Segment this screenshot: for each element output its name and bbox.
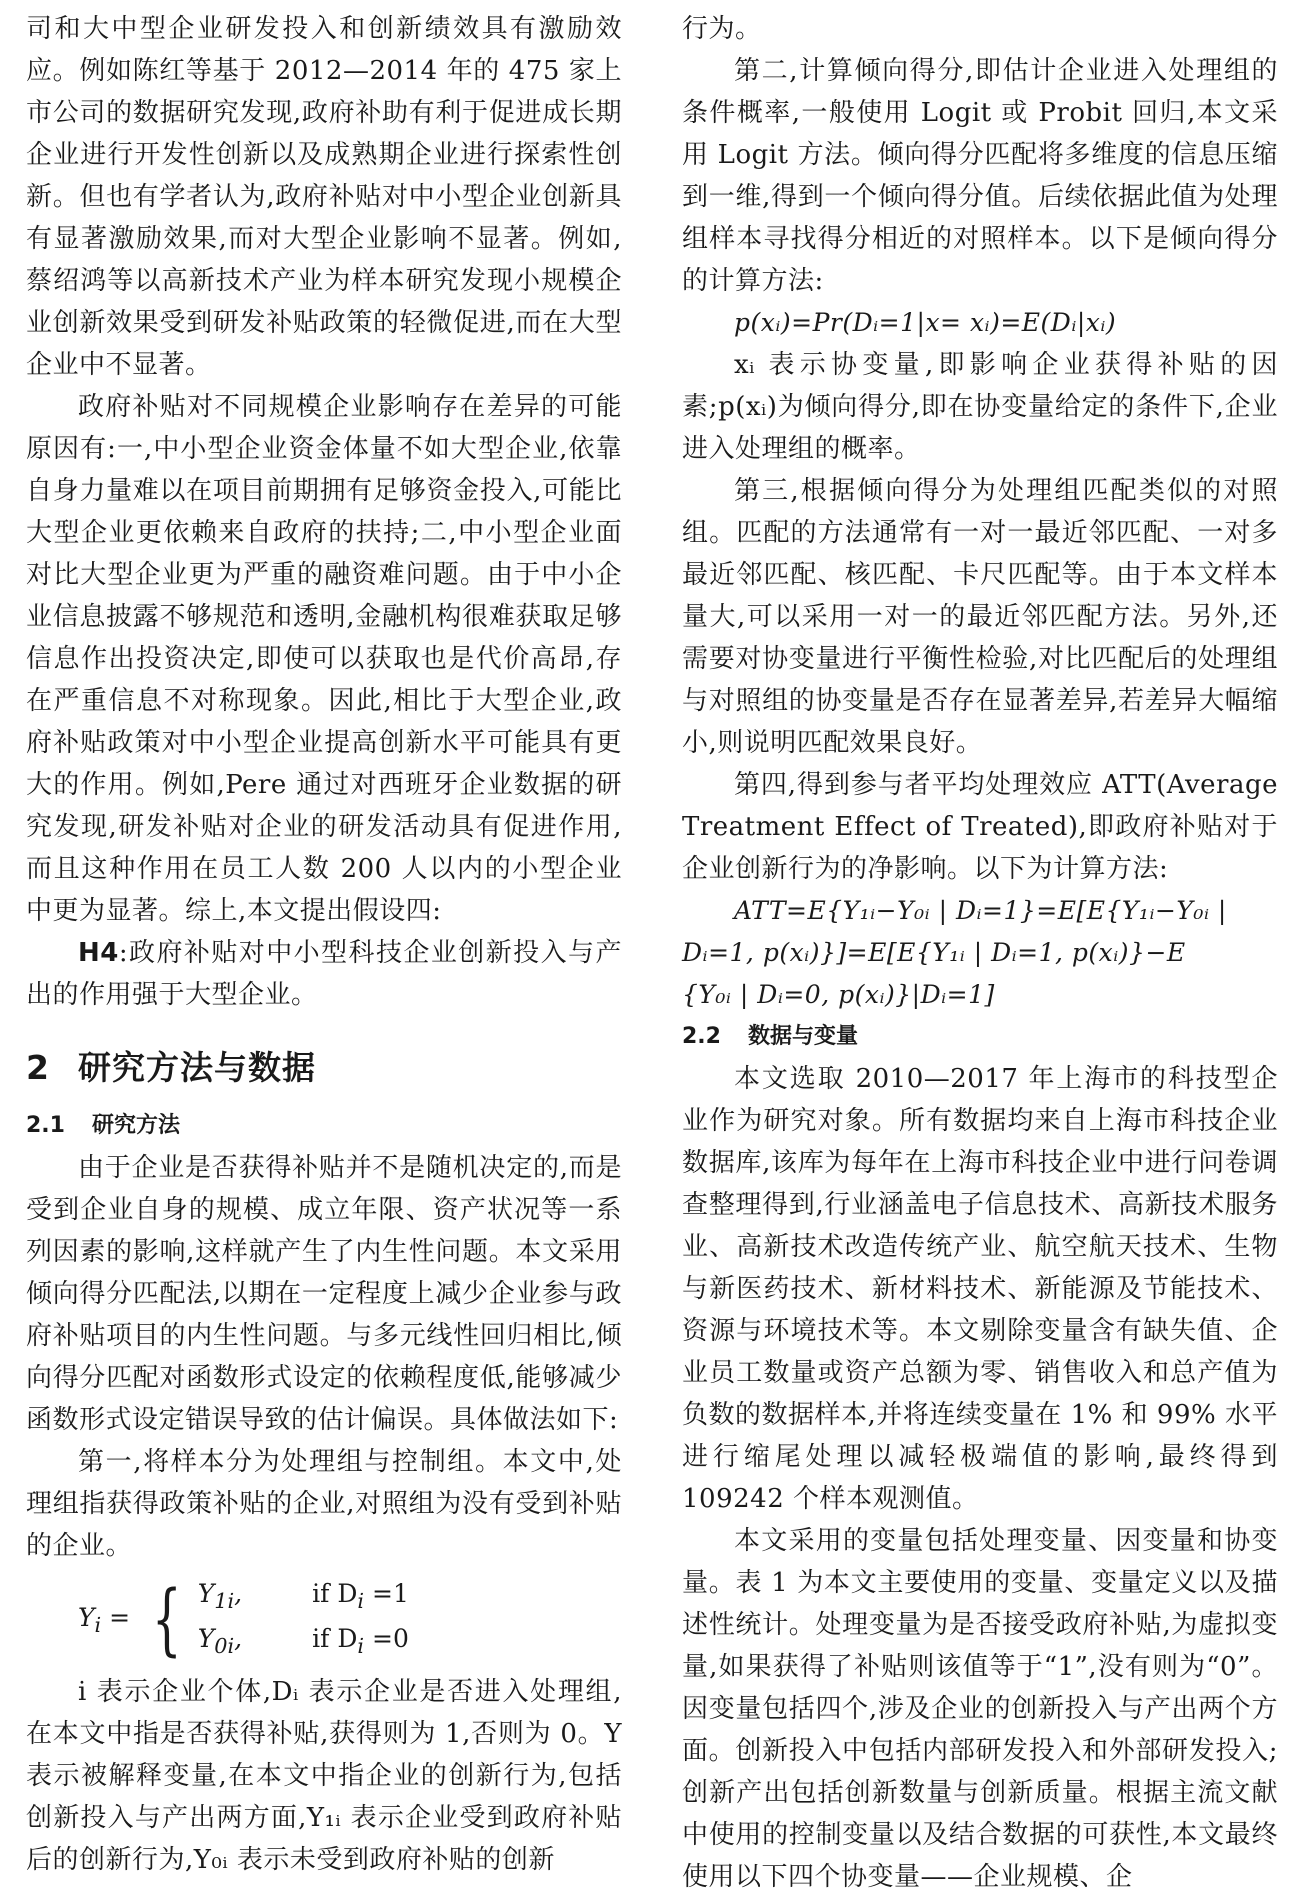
equation-att-line1: ATT=E{Y₁ᵢ−Y₀ᵢ | Dᵢ=1}=E[E{Y₁ᵢ−Y₀ᵢ |	[734, 896, 1227, 925]
equation-att-line3: {Y₀ᵢ | Dᵢ=0, p(xᵢ)}|Dᵢ=1]	[682, 980, 995, 1009]
paragraph: 由于企业是否获得补贴并不是随机决定的,而是受到企业自身的规模、成立年限、资产状况等一系列因素的影响,这样就产生了内生性问题。本文采用倾向得分匹配法,以期在一定程度上减少企业参与政府补贴项目的内生性问题。与多元线性回归相比,倾向得分匹配对函数形式设定的依赖程度低,能够减少函数形式设定错误导致的估计偏误。具体做法如下:	[26, 1153, 622, 1435]
paragraph: i 表示企业个体,Dᵢ 表示企业是否进入处理组,在本文中指是否获得补贴,获得则为 1,否则为 0。Y 表示被解释变量,在本文中指企业的创新行为,包括创新投入与产出两方面,Y₁ᵢ 表示企业受到政府补贴后的创新行为,Y₀ᵢ 表示未受到政府补贴的创新	[26, 1677, 622, 1875]
equation-propensity-score: p(xᵢ)=Pr(Dᵢ=1|x= xᵢ)=E(Dᵢ|xᵢ)	[734, 308, 1117, 337]
hypothesis-h4	[26, 932, 622, 1016]
piecewise-equation	[78, 1575, 622, 1665]
paragraph: 本文采用的变量包括处理变量、因变量和协变量。表 1 为本文主要使用的变量、变量定义以及描述性统计。处理变量为是否接受政府补贴,为虚拟变量,如果获得了补贴则该值等于“1”,没有则为“0”。因变量包括四个,涉及企业的创新投入与产出两个方面。创新投入中包括内部研发投入和外部研发投入;创新产出包括创新数量与创新质量。根据主流文献中使用的控制变量以及结合数据的可获性,本文最终使用以下四个协变量——企业规模、企	[682, 1526, 1278, 1892]
equation-case-1: $Y_{1i}$, if $D_i =1$	[197, 1579, 409, 1613]
paragraph: xᵢ 表示协变量,即影响企业获得补贴的因素;p(xᵢ)为倾向得分,即在协变量给定的条件下,企业进入处理组的概率。	[682, 350, 1278, 464]
subsection-heading	[26, 1105, 622, 1147]
equation-lhs: $Y_i$ =	[78, 1603, 131, 1637]
subsection-number: 2.2	[682, 1024, 721, 1049]
subsection-title: 研究方法	[92, 1113, 181, 1138]
paragraph: 第一,将样本分为处理组与控制组。本文中,处理组指获得政策补贴的企业,对照组为没有受到补贴的企业。	[26, 1447, 622, 1561]
paragraph: 政府补贴对不同规模企业影响存在差异的可能原因有:一,中小型企业资金体量不如大型企业,依靠自身力量难以在项目前期拥有足够资金投入,可能比大型企业更依赖来自政府的扶持;二,中小型企业面对比大型企业更为严重的融资难问题。由于中小企业信息披露不够规范和透明,金融机构很难获取足够信息作出投资决定,即使可以获取也是代价高昂,存在严重信息不对称现象。因此,相比于大型企业,政府补贴政策对中小型企业提高创新水平可能具有更大的作用。例如,Pere 通过对西班牙企业数据的研究发现,研发补贴对企业的研发活动具有促进作用,而且这种作用在员工人数 200 人以内的小型企业中更为显著。综上,本文提出假设四:	[26, 392, 622, 926]
section-title: 研究方法与数据	[78, 1048, 316, 1087]
paragraph: 本文选取 2010—2017 年上海市的科技型企业作为研究对象。所有数据均来自上海市科技企业数据库,该库为每年在上海市科技企业中进行问卷调查整理得到,行业涵盖电子信息技术、高新技术服务业、高新技术改造传统产业、航空航天技术、生物与新医药技术、新材料技术、新能源及节能技术、资源与环境技术等。本文剔除变量含有缺失值、企业员工数量或资产总额为零、销售收入和总产值为负数的数据样本,并将连续变量在 1% 和 99% 水平进行缩尾处理以减轻极端值的影响,最终得到 109242 个样本观测值。	[682, 1064, 1278, 1514]
section-number: 2	[26, 1048, 50, 1087]
paragraph: 第二,计算倾向得分,即估计企业进入处理组的条件概率,一般使用 Logit 或 Probit 回归,本文采用 Logit 方法。倾向得分匹配将多维度的信息压缩到一维,得到一个倾向得分值。后续依据此值为处理组样本寻找得分相近的对照样本。以下是倾向得分的计算方法:	[682, 56, 1278, 296]
paragraph: 行为。	[682, 14, 762, 44]
paragraph: 司和大中型企业研发投入和创新绩效具有激励效应。例如陈红等基于 2012—2014 年的 475 家上市公司的数据研究发现,政府补助有利于促进成长期企业进行开发性创新以及成熟期企业进行探索性创新。但也有学者认为,政府补贴对中小型企业创新具有显著激励效果,而对大型企业影响不显著。例如,蔡绍鸿等以高新技术产业为样本研究发现小规模企业创新效果受到研发补贴政策的轻微促进,而在大型企业中不显著。	[26, 14, 622, 380]
hypothesis-label: H4	[78, 938, 119, 968]
equation-cases	[198, 1575, 409, 1665]
left-column	[26, 8, 622, 1881]
equation-att-line2: Dᵢ=1, p(xᵢ)}]=E[E{Y₁ᵢ | Dᵢ=1, p(xᵢ)}−E	[682, 938, 1186, 967]
hypothesis-text: :政府补贴对中小型科技企业创新投入与产出的作用强于大型企业。	[26, 938, 622, 1010]
brace-glyph: {	[152, 1575, 182, 1665]
paragraph: 第四,得到参与者平均处理效应 ATT(Average Treatment Effect of Treated),即政府补贴对于企业创新行为的净影响。以下为计算方法:	[682, 770, 1278, 884]
paragraph: 第三,根据倾向得分为处理组匹配类似的对照组。匹配的方法通常有一对一最近邻匹配、一对多最近邻匹配、核匹配、卡尺匹配等。由于本文样本量大,可以采用一对一的最近邻匹配方法。另外,还需要对协变量进行平衡性检验,对比匹配后的处理组与对照组的协变量是否存在显著差异,若差异大幅缩小,则说明匹配效果良好。	[682, 476, 1278, 758]
equation-case-2: $Y_{0i}$, if $D_i =0$	[197, 1624, 409, 1658]
subsection-heading	[682, 1016, 1278, 1058]
right-column	[682, 8, 1278, 1898]
section-heading	[26, 1042, 622, 1089]
subsection-title: 数据与变量	[748, 1024, 859, 1049]
subsection-number: 2.1	[26, 1113, 65, 1138]
